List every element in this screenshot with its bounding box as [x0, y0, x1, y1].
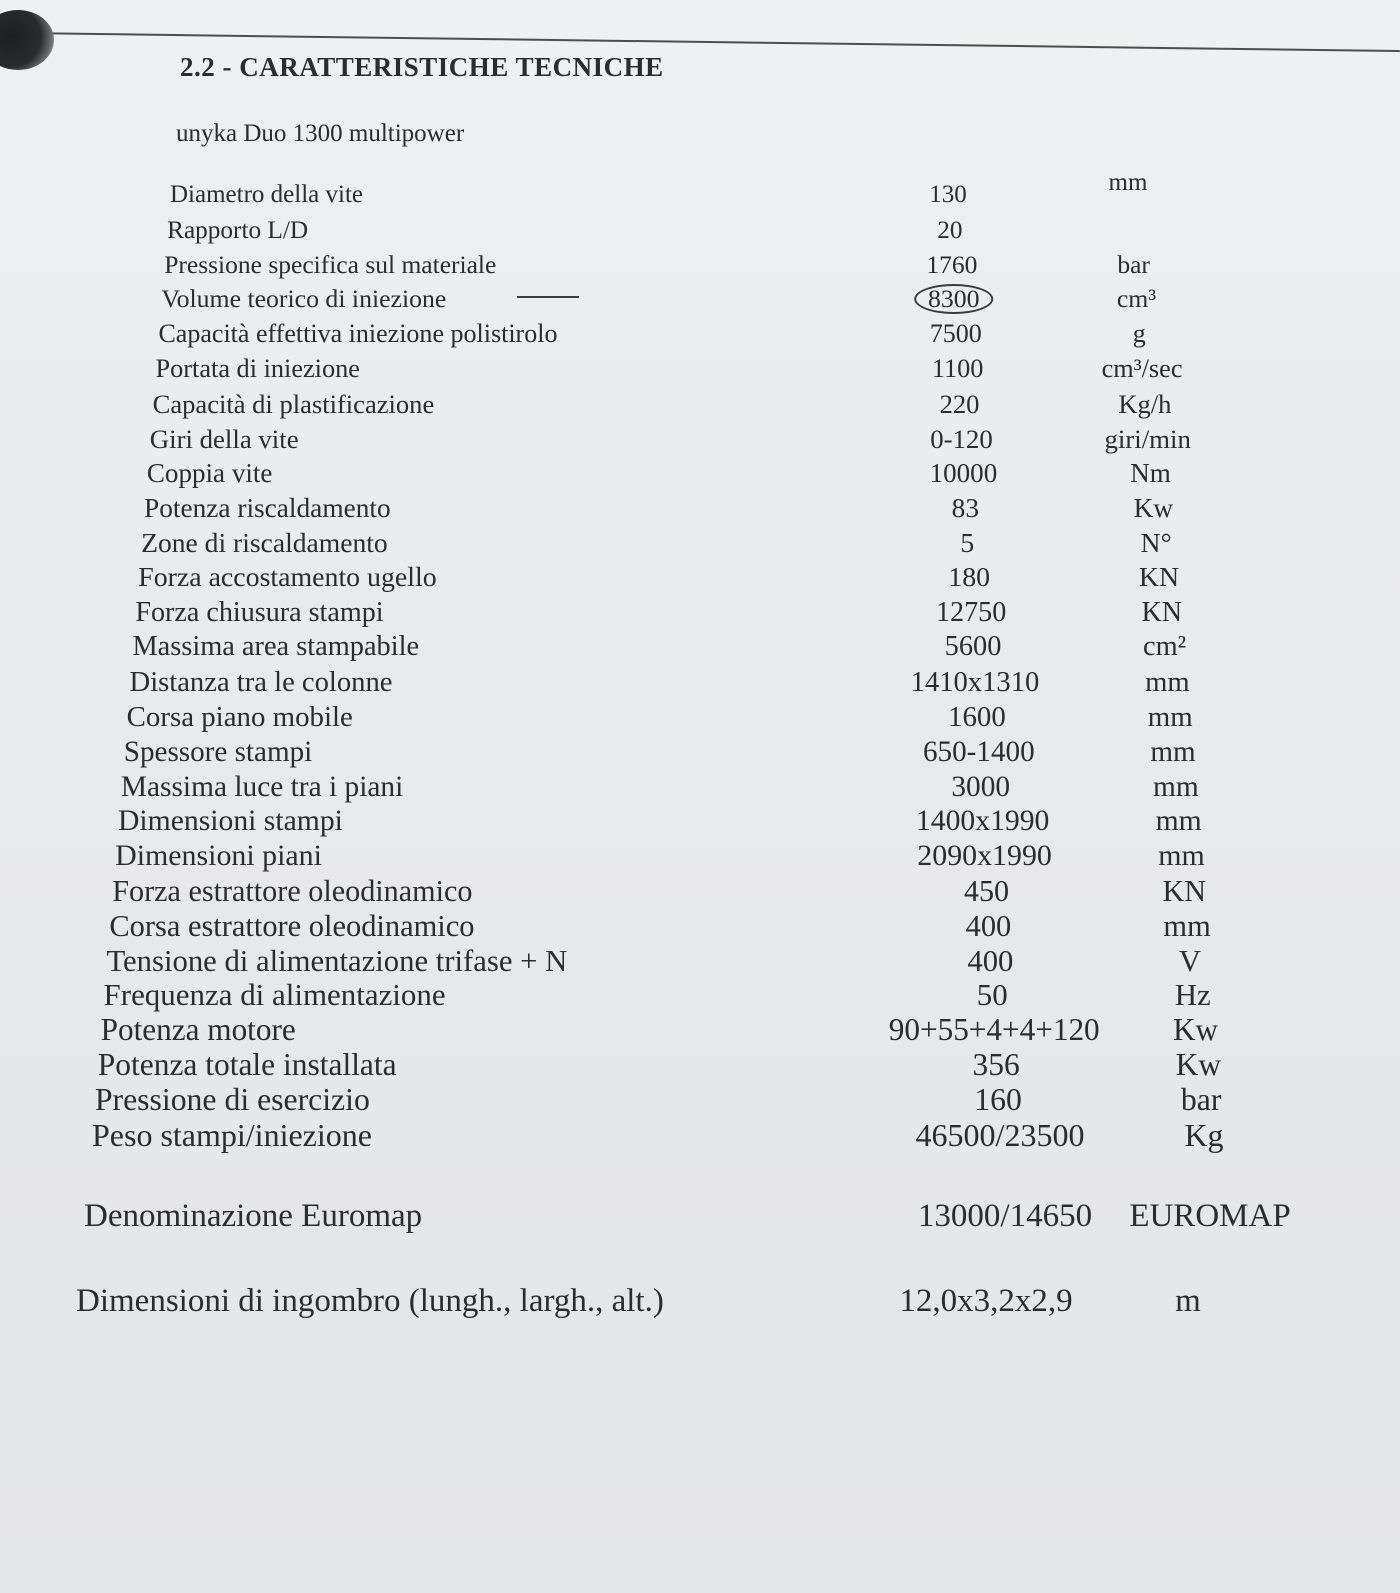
spec-label: Rapporto L/D — [167, 215, 309, 244]
spec-unit: cm³ — [1116, 284, 1157, 314]
spec-row — [0, 213, 1400, 249]
spec-label: Massima luce tra i piani — [120, 770, 404, 803]
spec-unit: Kg — [1184, 1116, 1224, 1153]
spec-label: Potenza riscaldamento — [144, 493, 391, 524]
dimensions-row — [0, 1280, 1400, 1324]
spec-unit: giri/min — [1104, 423, 1191, 454]
spec-row — [0, 1118, 1400, 1154]
spec-label: Giri della vite — [149, 423, 299, 454]
spec-unit: Kw — [1175, 1047, 1222, 1082]
spec-value: 1410x1310 — [910, 666, 1040, 699]
spec-row — [0, 169, 1400, 214]
spec-row — [0, 978, 1400, 1014]
spec-label: Denominazione Euromap — [84, 1198, 423, 1234]
spec-value: 20 — [937, 215, 963, 244]
spec-row — [0, 422, 1400, 458]
spec-label: Corsa estrattore oleodinamico — [109, 908, 475, 943]
spec-row — [0, 700, 1400, 736]
spec-row — [0, 561, 1400, 597]
spec-row — [0, 630, 1400, 666]
spec-unit: EUROMAP — [1129, 1198, 1291, 1234]
spec-row — [0, 735, 1400, 771]
spec-row — [0, 526, 1400, 562]
spec-unit: KN — [1141, 596, 1183, 628]
spec-row — [0, 770, 1400, 806]
euromap-row — [0, 1195, 1400, 1239]
spec-unit: mm — [1158, 839, 1205, 873]
spec-value: 12,0x3,2x2,9 — [899, 1283, 1073, 1319]
spec-row — [0, 248, 1400, 284]
spec-row — [0, 944, 1400, 980]
spec-row — [0, 804, 1400, 840]
spec-label: Corsa piano mobile — [126, 701, 353, 733]
spec-label: Dimensioni piani — [115, 839, 322, 873]
spec-label: Capacità di plastificazione — [152, 388, 435, 419]
spec-value: 5600 — [944, 631, 1002, 663]
spec-value: 2090x1990 — [917, 839, 1052, 873]
spec-unit: mm — [1147, 701, 1193, 733]
spec-unit: mm — [1152, 770, 1199, 803]
spec-label: Potenza totale installata — [97, 1047, 397, 1082]
circled-value: 8300 — [914, 284, 994, 314]
spec-unit: mm — [1155, 805, 1202, 838]
spec-value: 50 — [976, 977, 1008, 1013]
spec-unit: Kg/h — [1118, 388, 1172, 419]
spec-row — [0, 909, 1400, 945]
spec-value: 0-120 — [930, 423, 993, 454]
spec-row — [0, 282, 1400, 318]
spec-label: Spessore stampi — [123, 735, 313, 768]
spec-row — [0, 665, 1400, 701]
spec-value: 1400x1990 — [915, 805, 1050, 838]
spec-value: 130 — [929, 181, 967, 208]
spec-row — [0, 1083, 1400, 1119]
spec-row — [0, 839, 1400, 875]
spec-value: 180 — [948, 561, 991, 593]
spec-label: Massima area stampabile — [132, 631, 420, 663]
spec-value: 1600 — [948, 701, 1006, 733]
spec-label: Pressione di esercizio — [94, 1081, 370, 1117]
spec-label: Frequenza di alimentazione — [103, 977, 446, 1013]
spec-value: 220 — [939, 388, 980, 419]
spec-unit: cm³/sec — [1101, 354, 1183, 383]
section-title: 2.2 - CARATTERISTICHE TECNICHE — [180, 52, 664, 82]
spec-value: 13000/14650 — [917, 1198, 1093, 1234]
spec-unit: KN — [1138, 561, 1180, 593]
spec-label: Zone di riscaldamento — [141, 527, 388, 558]
spec-value: 3000 — [951, 770, 1011, 803]
spec-value: 10000 — [929, 458, 998, 489]
spec-unit: Kw — [1133, 493, 1174, 524]
spec-label: Forza chiusura stampi — [135, 596, 384, 628]
spec-value: 46500/23500 — [915, 1116, 1085, 1153]
spec-value: 400 — [965, 908, 1012, 943]
spec-value: 83 — [951, 493, 979, 524]
spec-value: 400 — [967, 943, 1014, 978]
spec-row — [0, 352, 1400, 388]
spec-unit: bar — [1180, 1081, 1222, 1117]
spec-value: 356 — [972, 1047, 1020, 1082]
spec-value: 5 — [960, 527, 975, 558]
spec-label: Coppia vite — [146, 458, 273, 489]
spec-label: Portata di iniezione — [155, 354, 360, 383]
spec-unit: Kw — [1173, 1012, 1219, 1048]
spec-row — [0, 491, 1400, 527]
spec-label: Forza estrattore oleodinamico — [112, 874, 473, 908]
spec-unit: mm — [1145, 666, 1190, 699]
spec-unit: mm — [1163, 908, 1211, 943]
spec-value: 1760 — [926, 249, 978, 279]
spec-value — [914, 282, 994, 316]
spec-unit: Hz — [1174, 977, 1211, 1013]
spec-label: Dimensioni di ingombro (lungh., largh., alt.) — [76, 1283, 664, 1319]
spec-unit: g — [1132, 319, 1146, 349]
spec-row — [0, 1013, 1400, 1049]
spec-unit: mm — [1108, 169, 1148, 196]
spec-unit: KN — [1162, 874, 1207, 908]
spec-label: Diametro della vite — [170, 181, 363, 208]
spec-label: Distanza tra le colonne — [129, 666, 393, 699]
spec-unit: m — [1175, 1283, 1201, 1319]
spec-row — [0, 1048, 1400, 1084]
spec-label: Potenza motore — [100, 1012, 296, 1048]
spec-value: 90+55+4+4+120 — [888, 1012, 1100, 1048]
spec-value: 650-1400 — [922, 735, 1035, 768]
spec-label: Volume teorico di iniezione — [161, 284, 447, 314]
spec-unit: V — [1178, 943, 1202, 978]
spec-value: 12750 — [935, 596, 1007, 628]
spec-label: Tensione di alimentazione trifase + N — [106, 943, 568, 978]
spec-label: Forza accostamento ugello — [138, 561, 437, 593]
spec-unit: mm — [1150, 735, 1196, 768]
spec-row — [0, 456, 1400, 492]
spec-label: Dimensioni stampi — [118, 805, 343, 838]
spec-label: Pressione specifica sul materiale — [164, 249, 497, 279]
spec-value: 450 — [963, 874, 1010, 908]
spec-value: 160 — [974, 1081, 1022, 1117]
spec-unit: N° — [1140, 527, 1172, 558]
spec-row — [0, 874, 1400, 910]
spec-value: 7500 — [929, 319, 982, 349]
spec-label: Capacità effettiva iniezione polistirolo — [158, 319, 558, 349]
spec-unit: bar — [1117, 249, 1150, 279]
model-name: unyka Duo 1300 multipower — [176, 120, 465, 147]
spec-row — [0, 596, 1400, 632]
spec-label: Peso stampi/iniezione — [92, 1116, 372, 1153]
spec-unit: cm² — [1143, 631, 1187, 663]
spec-row — [0, 317, 1400, 353]
spec-value: 1100 — [931, 354, 984, 383]
spec-unit: Nm — [1130, 458, 1171, 489]
spec-row — [0, 387, 1400, 423]
